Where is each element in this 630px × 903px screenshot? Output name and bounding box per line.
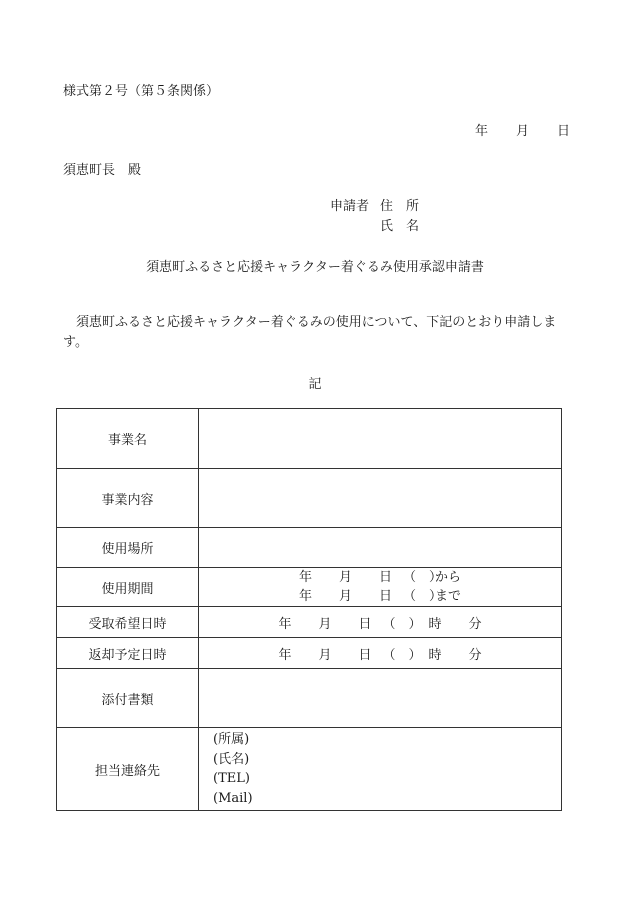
table-row xyxy=(57,469,562,528)
pickup-datetime-units xyxy=(199,613,561,632)
contact-field[interactable] xyxy=(199,728,562,811)
contact-mail-label: (Mail) xyxy=(213,790,253,806)
table-row xyxy=(57,568,562,607)
applicant-block xyxy=(330,197,420,237)
return-minute: 分 xyxy=(468,647,482,663)
business-content-label: 事業内容 xyxy=(57,469,199,528)
application-table xyxy=(56,408,562,811)
period-from-weekday: （ ） xyxy=(402,570,442,585)
return-datetime-units xyxy=(199,644,561,663)
date-day-label: 日 xyxy=(556,124,570,139)
form-number: 様式第２号（第５条関係） xyxy=(63,84,220,99)
usage-period-field[interactable] xyxy=(199,568,562,607)
pickup-month: 月 xyxy=(318,616,332,632)
usage-location-field[interactable] xyxy=(199,528,562,568)
contact-tel-label: (TEL) xyxy=(213,771,250,786)
business-name-label: 事業名 xyxy=(57,409,199,469)
date-month-label: 月 xyxy=(515,124,529,139)
period-from-month: 月 xyxy=(338,570,352,585)
name-label: 氏 名 xyxy=(380,219,420,234)
period-from-year: 年 xyxy=(298,570,312,585)
return-year: 年 xyxy=(278,647,292,663)
return-datetime-field[interactable] xyxy=(199,638,562,669)
pickup-datetime-field[interactable] xyxy=(199,607,562,638)
pickup-year: 年 xyxy=(278,616,292,632)
return-datetime-label: 返却予定日時 xyxy=(57,638,199,669)
contact-affiliation-label: (所属) xyxy=(213,732,250,747)
table-row xyxy=(57,728,562,811)
pickup-weekday: （ ） xyxy=(382,616,422,632)
return-hour: 時 xyxy=(428,647,442,663)
usage-period-label: 使用期間 xyxy=(57,568,199,607)
period-to-day: 日 xyxy=(378,589,392,604)
return-day: 日 xyxy=(358,647,372,663)
return-weekday: （ ） xyxy=(382,647,422,663)
table-row xyxy=(57,638,562,669)
business-name-field[interactable] xyxy=(199,409,562,469)
period-to-line xyxy=(199,587,561,606)
period-to-year: 年 xyxy=(298,589,312,604)
address-label: 住 所 xyxy=(380,199,420,214)
pickup-minute: 分 xyxy=(468,616,482,632)
period-to-suffix: まで xyxy=(434,589,461,604)
contact-name-label: (氏名) xyxy=(213,751,250,767)
table-row xyxy=(57,528,562,568)
attachments-field[interactable] xyxy=(199,669,562,728)
period-to-weekday: （ ） xyxy=(402,589,442,604)
usage-location-label: 使用場所 xyxy=(57,528,199,568)
date-line xyxy=(475,120,570,139)
attachments-label: 添付書類 xyxy=(57,669,199,728)
business-content-field[interactable] xyxy=(199,469,562,528)
period-to-month: 月 xyxy=(338,589,352,604)
date-year-label: 年 xyxy=(474,124,488,139)
ki-heading: 記 xyxy=(308,377,322,392)
table-row xyxy=(57,669,562,728)
pickup-day: 日 xyxy=(358,616,372,632)
contact-label: 担当連絡先 xyxy=(57,728,199,811)
addressee: 須恵町長 殿 xyxy=(63,163,142,178)
table-row xyxy=(57,607,562,638)
period-from-day: 日 xyxy=(378,570,392,585)
pickup-datetime-label: 受取希望日時 xyxy=(57,607,199,638)
document-title: 須恵町ふるさと応援キャラクター着ぐるみ使用承認申請書 xyxy=(146,260,484,275)
body-text: 須恵町ふるさと応援キャラクター着ぐるみの使用について、下記のとおり申請します。 xyxy=(63,315,557,350)
table-row xyxy=(57,409,562,469)
period-from-suffix: から xyxy=(434,570,461,585)
applicant-role: 申請者 xyxy=(330,199,370,214)
pickup-hour: 時 xyxy=(428,616,442,632)
return-month: 月 xyxy=(318,647,332,663)
period-from-line xyxy=(199,568,561,587)
